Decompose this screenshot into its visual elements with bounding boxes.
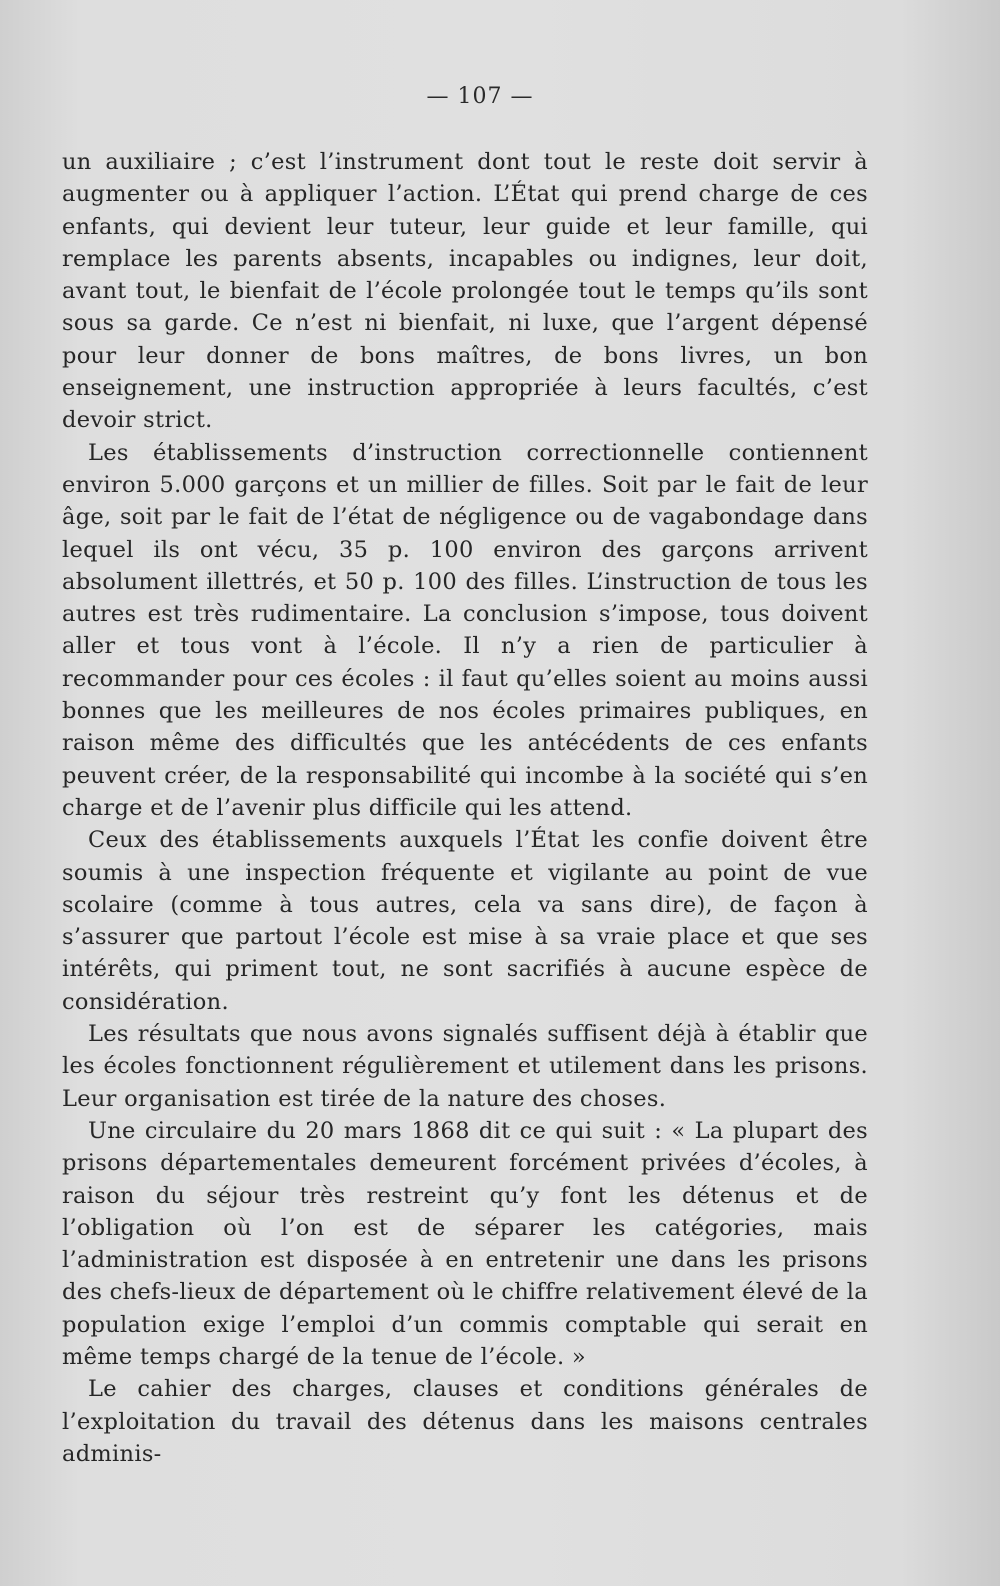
body-text [62, 146, 868, 1470]
paragraph-6: Le cahier des charges, clauses et conditions générales de l’exploitation du travail des détenus dans les maisons centrales adminis- [62, 1376, 868, 1467]
paragraph-2: Les établissements d’instruction correctionnelle contiennent environ 5.000 garçons et un millier de filles. Soit par le fait de leur âge, soit par le fait de l’état de négligence ou de vagabondage dans lequel ils ont vécu, 35 p. 100 environ des garçons arrivent absolument illettrés, et 50 p. 100 des filles. L’instruction de tous les autres est très rudimentaire. La conclusion s’impose, tous doivent aller et tous vont à l’école. Il n’y a rien de particulier à recommander pour ces écoles : il faut qu’elles soient au moins aussi bonnes que les meilleures de nos écoles primaires publiques, en raison même des difficultés que les antécédents de ces enfants peuvent créer, de la responsabilité qui incombe à la société qui s’en charge et de l’avenir plus difficile qui les attend. [62, 439, 868, 821]
paragraph-5: Une circulaire du 20 mars 1868 dit ce qui suit : « La plupart des prisons départementales demeurent forcément privées d’écoles, à raison du séjour très restreint qu’y font les détenus et de l’obligation où l’on est de séparer les catégories, mais l’administration est disposée à en entretenir une dans les prisons des chefs-lieux de département où le chiffre relativement élevé de la population exige l’emploi d’un commis comptable qui serait en même temps chargé de la tenue de l’école. » [62, 1117, 868, 1370]
paragraph-3: Ceux des établissements auxquels l’État les confie doivent être soumis à une inspection fréquente et vigilante au point de vue scolaire (comme à tous autres, cela va sans dire), de façon à s’assurer que partout l’école est mise à sa vraie place et que ses intérêts, qui priment tout, ne sont sacrifiés à aucune espèce de considération. [62, 827, 868, 1015]
paragraph-4: Les résultats que nous avons signalés suffisent déjà à établir que les écoles fonctionnent régulièrement et utilement dans les prisons. Leur organisation est tirée de la nature des choses. [62, 1021, 868, 1112]
paragraph-1: un auxiliaire ; c’est l’instrument dont tout le reste doit servir à augmenter ou à appliquer l’action. L’État qui prend charge de ces enfants, qui devient leur tuteur, leur guide et leur famille, qui remplace les parents absents, incapables ou indignes, leur doit, avant tout, le bienfait de l’école prolongée tout le temps qu’ils sont sous sa garde. Ce n’est ni bienfait, ni luxe, que l’argent dépensé pour leur donner de bons maîtres, de bons livres, un bon enseignement, une instruction appropriée à leurs facultés, c’est devoir strict. [62, 149, 868, 434]
page-number: — 107 — [426, 84, 534, 109]
